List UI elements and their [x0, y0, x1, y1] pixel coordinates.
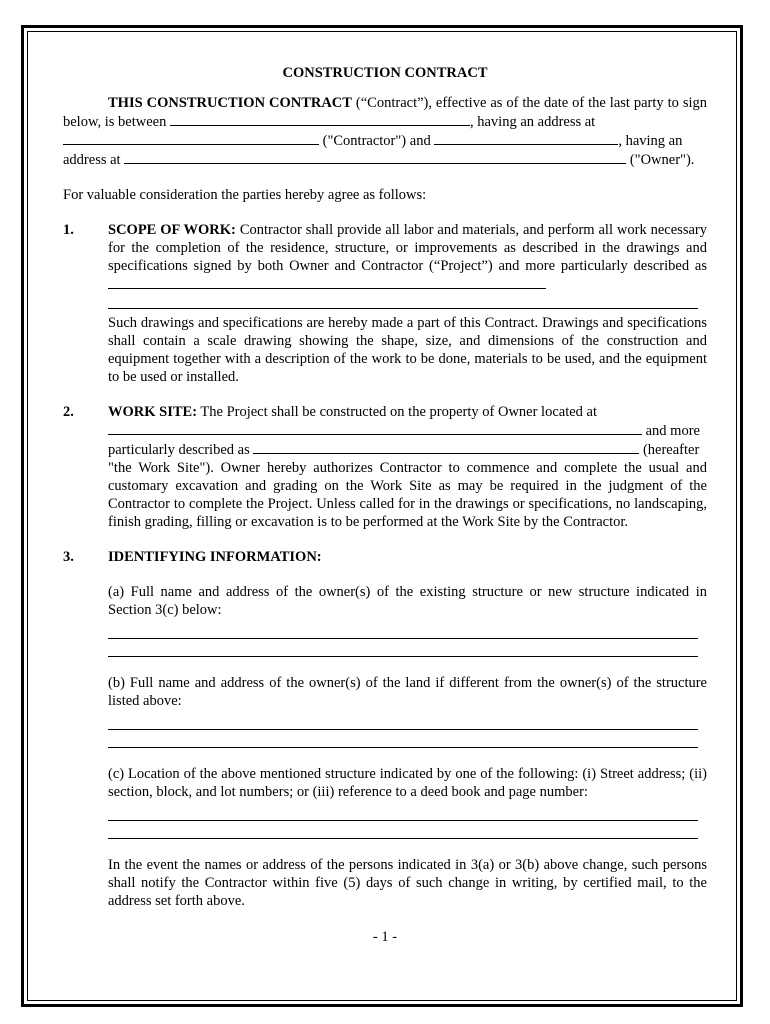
intro-address-text: , having an address at [469, 114, 596, 130]
intro-lead: THIS CONSTRUCTION CONTRACT [108, 95, 352, 111]
contract-page [63, 64, 707, 946]
scope-text: Contractor shall provide all labor and materials, and perform all work necessary for the completion of the residence, structure, or improvements as described in the drawings and specifications signed by both Owner and Contractor (“Project”) and more particularly described as [108, 222, 707, 274]
section-number: 2. [63, 404, 74, 420]
change-notice-paragraph: In the event the names or address of the persons indicated in 3(a) or 3(b) above change, such persons shall notify the Contractor within five (5) days of such change in writing, by certified mail, to the address set forth above. [108, 857, 707, 909]
section-scope-of-work [63, 221, 707, 386]
intro-paragraph [63, 94, 707, 169]
structure-location-paragraph: (c) Location of the above mentioned structure indicated by one of the following: (i) Street address; (ii) section, block, and lot numbers; or (iii) reference to a deed book and page number: [108, 766, 707, 800]
structure-location-line-2[interactable] [108, 821, 698, 839]
project-description-blank[interactable] [108, 275, 546, 289]
section-number: 3. [63, 549, 74, 565]
consideration-paragraph: For valuable consideration the parties hereby agree as follows: [63, 187, 427, 203]
owner-land-line-2[interactable] [108, 730, 698, 748]
owner-address-blank[interactable] [124, 150, 626, 164]
property-location-blank[interactable] [108, 421, 642, 435]
document-title: CONSTRUCTION CONTRACT [282, 65, 488, 81]
section-number: 1. [63, 222, 74, 238]
contractor-name-blank[interactable] [170, 112, 470, 126]
project-description-line[interactable] [108, 294, 698, 309]
particularly-text: particularly described as [108, 442, 254, 458]
owner-name-blank[interactable] [434, 131, 618, 145]
contractor-address-blank[interactable] [63, 131, 319, 145]
owner-structure-line-1[interactable] [108, 621, 698, 639]
section-work-site [63, 403, 707, 531]
work-site-text-2: "the Work Site"). Owner hereby authorizes Contractor to commence and complete the usual and customary excavation and grading on the Work Site as may be required in the judgment of the Contractor to complete the Project. Unless called for in the drawings or specifications, no landscaping, finish grading, filling or excavation is to be performed at the Work Site by the Contractor. [108, 460, 707, 530]
owner-label: ("Owner"). [626, 152, 695, 168]
owner-land-line-1[interactable] [108, 712, 698, 730]
page-number: - 1 - [372, 929, 398, 945]
intro-text: (“Contract”), effective as of the date of the last party to sign below, is between [63, 95, 707, 130]
section-heading: IDENTIFYING INFORMATION: [108, 549, 322, 565]
owner-structure-line-2[interactable] [108, 639, 698, 657]
hereafter-text: (hereafter [639, 442, 700, 458]
section-identifying-information [63, 548, 707, 910]
section-heading: SCOPE OF WORK: [108, 222, 236, 238]
contractor-label: ("Contractor") and [319, 133, 435, 149]
address-at-text: address at [63, 152, 125, 168]
and-more-text: and more [642, 423, 700, 439]
drawings-paragraph: Such drawings and specifications are hereby made a part of this Contract. Drawings and specifications shall contain a scale drawing showing the shape, size, and dimensions of the construction and equipment together with a description of the work to be done, materials to be used, and the equipment to be used or installed. [108, 315, 707, 385]
work-site-text: The Project shall be constructed on the property of Owner located at [197, 404, 598, 420]
structure-location-line-1[interactable] [108, 803, 698, 821]
section-heading: WORK SITE: [108, 404, 198, 420]
having-an-text: , having an [618, 133, 683, 149]
owner-structure-paragraph: (a) Full name and address of the owner(s) of the existing structure or new structure indicated in Section 3(c) below: [108, 584, 707, 618]
owner-land-paragraph: (b) Full name and address of the owner(s) of the land if different from the owner(s) of the structure listed above: [108, 675, 707, 709]
property-description-blank[interactable] [253, 440, 639, 454]
scope-paragraph [108, 221, 707, 294]
work-site-paragraph [108, 403, 707, 531]
